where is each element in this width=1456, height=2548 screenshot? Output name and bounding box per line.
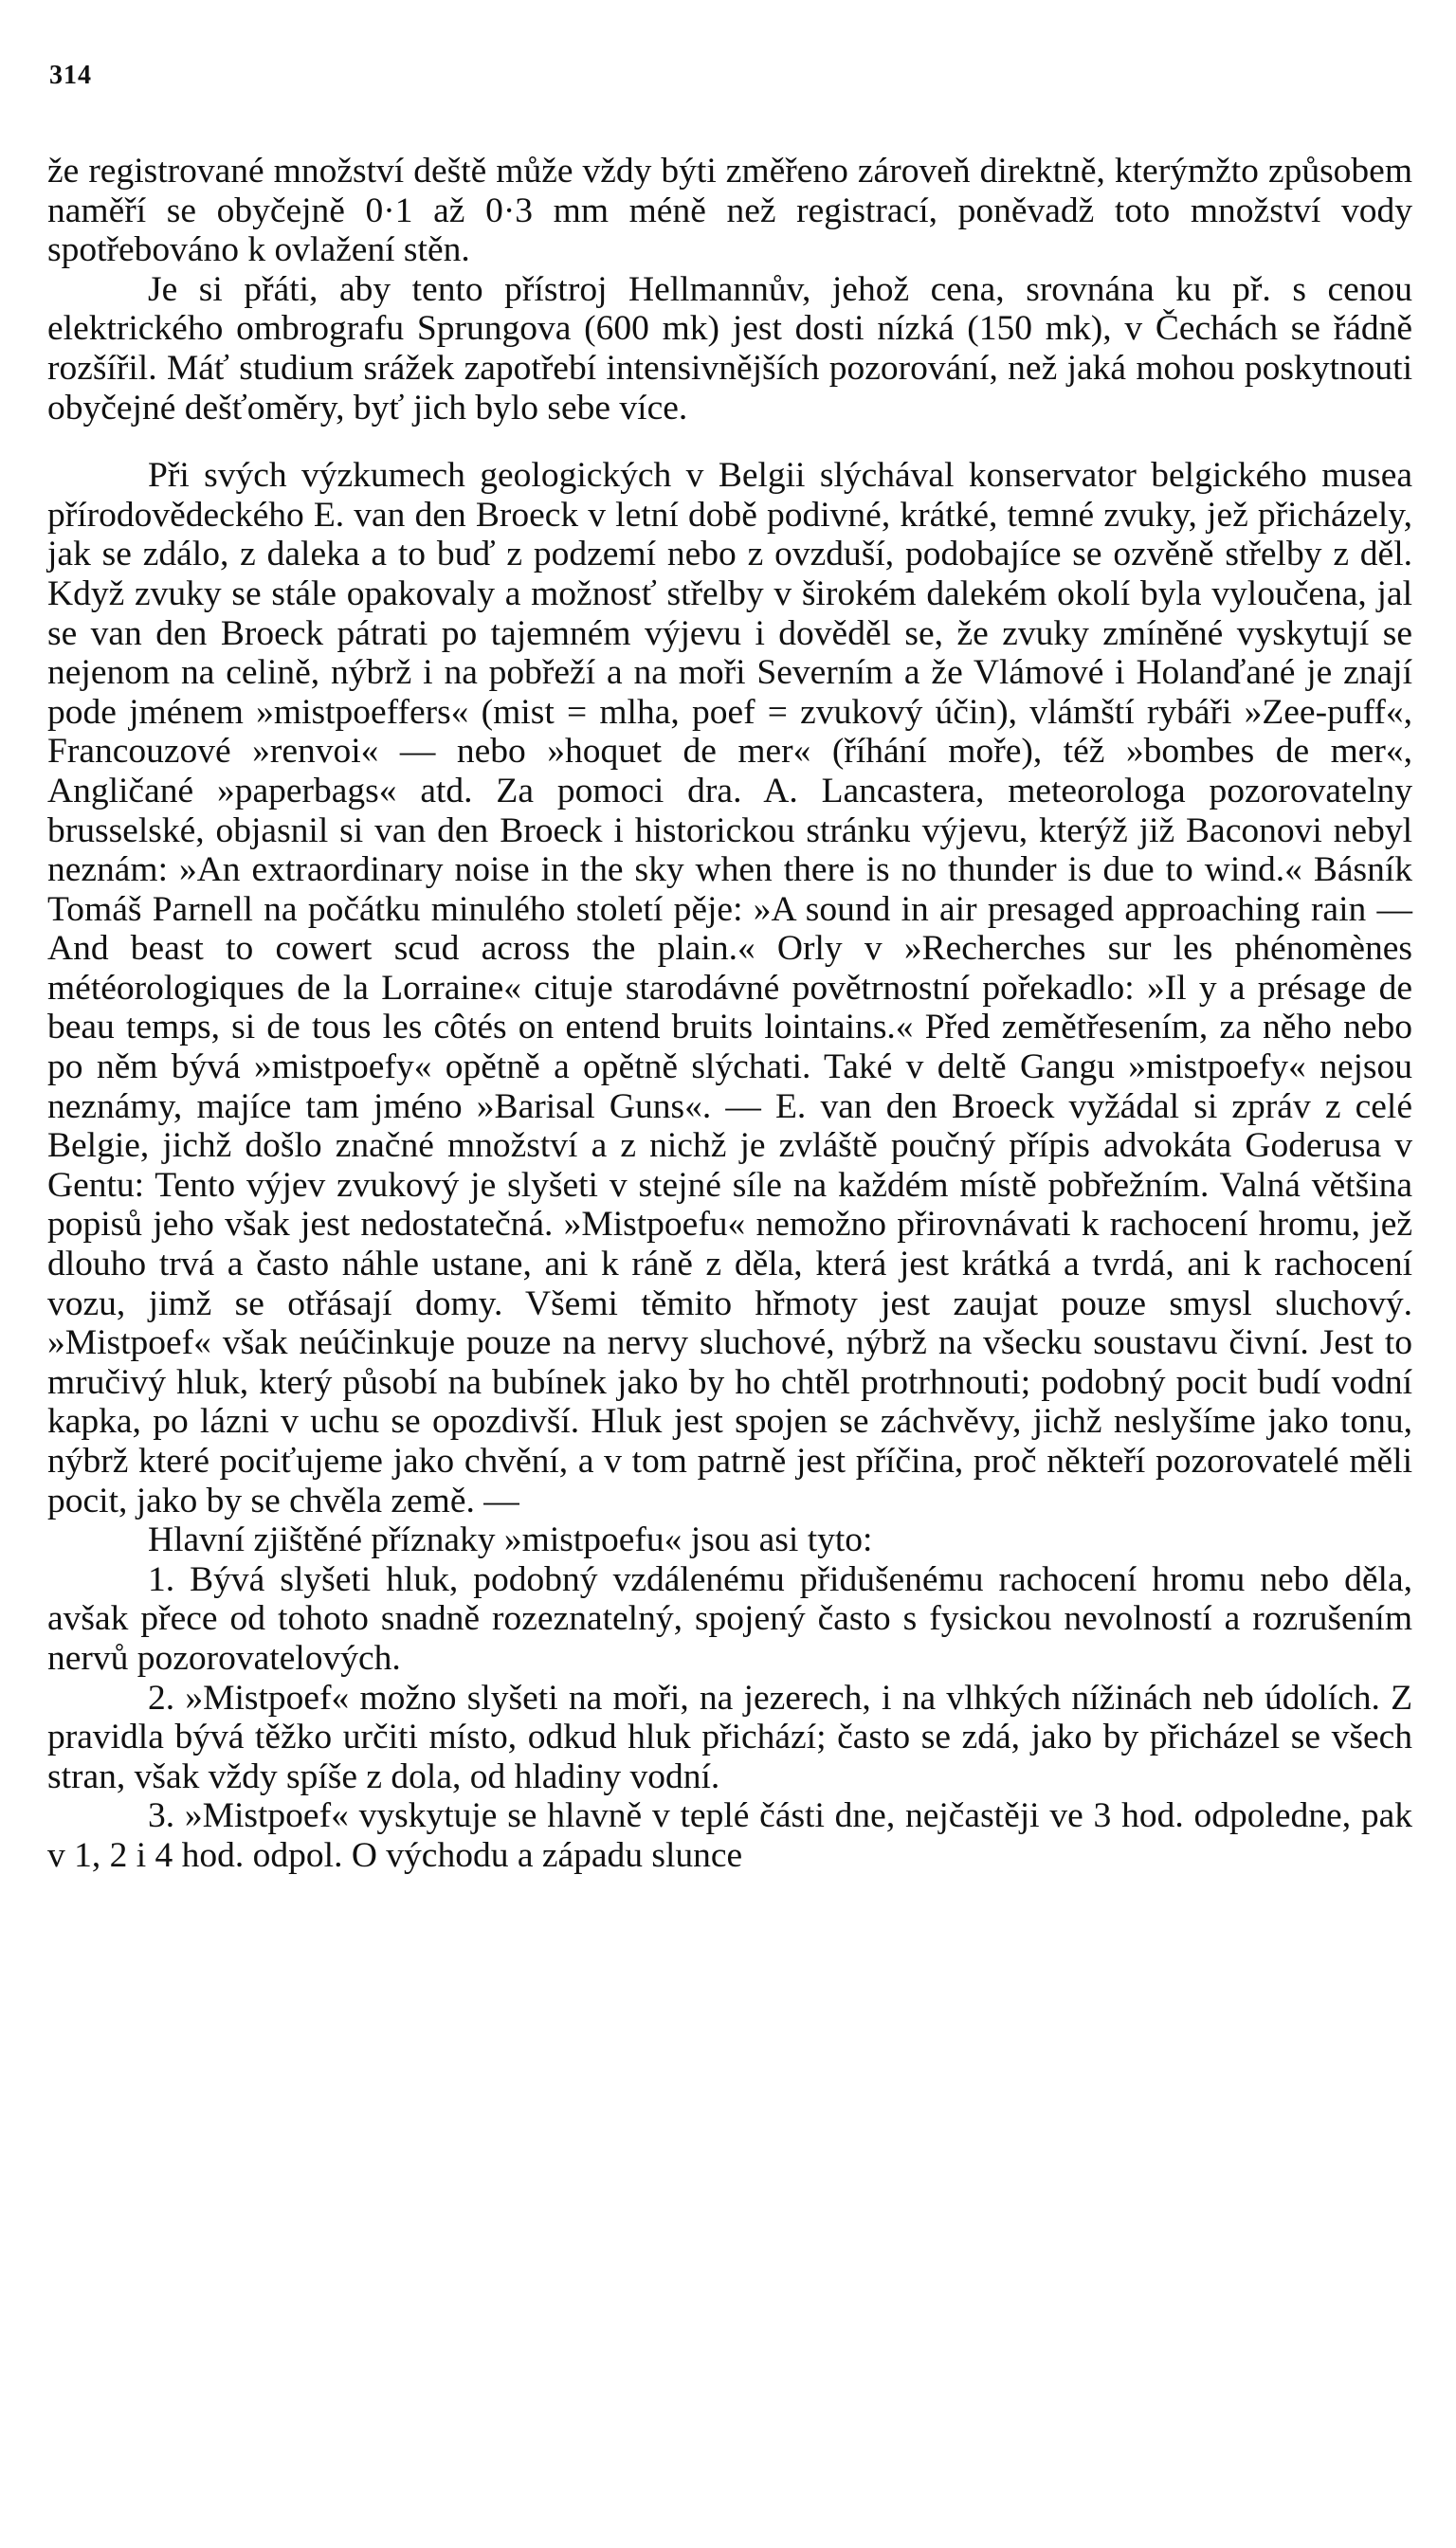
list-item-1: 1. Bývá slyšeti hluk, podobný vzdálenému přidušenému rachocení hromu nebo děla, avšak přece od tohoto snadně rozeznatelný, spojený často s fysickou nevolností a rozrušením nervů pozorovatelových.	[47, 1559, 1412, 1678]
paragraph-hellmann: Je si přáti, aby tento přístroj Hellmannův, jehož cena, srovnána ku př. s cenou elektrického ombrografu Sprungova (600 mk) jest dosti nízká (150 mk), v Čechách se řádně rozšířil. Máť studium srážek zapotřebí intensivnějších pozorování, než jaká mohou poskytnouti obyčejné dešťoměry, byť jich bylo sebe více.	[47, 269, 1412, 428]
paragraph-mistpoeffers: Při svých výzkumech geologických v Belgii slýchával konservator belgického musea přírodovědeckého E. van den Broeck v letní době podivné, krátké, temné zvuky, jež přicházely, jak se zdálo, z daleka a to buď z podzemí nebo z ovzduší, podobajíce se ozvěně střelby z děl. Když zvuky se stále opakovaly a možnosť střelby v širokém dalekém okolí byla vyloučena, jal se van den Broeck pátrati po tajemném výjevu i dověděl se, že zvuky zmíněné vyskytují se nejenom na celině, nýbrž i na pobřeží a na moři Severním a že Vlámové i Holanďané je znají pode jménem »mistpoeffers« (mist = mlha, poef = zvukový účin), vlámští rybáři »Zee-puff«, Francouzové »renvoi« — nebo »hoquet de mer« (říhání moře), též »bombes de mer«, Angličané »paperbags« atd. Za pomoci dra. A. Lancastera, meteorologa pozorovatelny brusselské, objasnil si van den Broeck i historickou stránku výjevu, kterýž již Baconovi nebyl neznám: »An extraordinary noise in the sky when there is no thunder is due to wind.« Básník Tomáš Parnell na počátku minulého století pěje: »A sound in air presaged approaching rain — And beast to cowert scud across the plain.« Orly v »Recherches sur les phénomènes météorologiques de la Lorraine« cituje starodávné povětrnostní pořekadlo: »Il y a présage de beau temps, si de tous les côtés on entend bruits lointains.« Před zemětřesením, za něho nebo po něm bývá »mistpoefy« opětně a opětně slýchati. Také v deltě Gangu »mistpoefy« nejsou neznámy, majíce tam jméno »Barisal Guns«. — E. van den Broeck vyžádal si zpráv z celé Belgie, jichž došlo značné množství a z nichž je zvláště poučný přípis advokáta Goderusa v Gentu: Tento výjev zvukový je slyšeti v stejné síle na každém místě pobřežním. Valná většina popisů jeho však jest nedostatečná. »Mistpoefu« nemožno přirovnávati k rachocení hromu, jež dlouho trvá a často náhle ustane, ani k ráně z děla, která jest krátká a tvrdá, ani k rachocení vozu, jimž se otřásají domy. Všemi těmito hřmoty jest zaujat pouze smysl sluchový. »Mistpoef« však neúčinkuje pouze na nervy sluchové, nýbrž na všecku soustavu čivní. Jest to mručivý hluk, který působí na bubínek jako by ho chtěl protrhnouti; podobný pocit budí vodní kapka, po lázni v uchu se opozdivší. Hluk jest spojen se záchvěvy, jichž neslyšíme jako tonu, nýbrž které pociťujeme jako chvění, a v tom patrně jest příčina, proč někteří pozorovatelé měli pocit, jako by se chvěla země. —	[47, 456, 1412, 1520]
paragraph-continuation: že registrované množství deště může vždy býti změřeno zároveň direktně, kterýmžto způsobem naměří se obyčejně 0·1 až 0·3 mm méně než registrací, poněvadž toto množství vody spotřebováno k ovlažení stěn.	[47, 152, 1412, 270]
list-item-3: 3. »Mistpoef« vyskytuje se hlavně v teplé části dne, nejčastěji ve 3 hod. odpoledne, pak v 1, 2 i 4 hod. odpol. O východu a západu slunce	[47, 1796, 1412, 1875]
paragraph-symptoms-intro: Hlavní zjištěné příznaky »mistpoefu« jsou asi tyto:	[148, 1520, 873, 1560]
page-number: 314	[49, 61, 92, 90]
page-text	[47, 152, 1412, 1876]
list-item-2: 2. »Mistpoef« možno slyšeti na moři, na jezerech, i na vlhkých nížinách neb údolích. Z pravidla bývá těžko určiti místo, odkud hluk přichází; často se zdá, jako by přicházel se všech stran, však vždy spíše z dola, od hladiny vodní.	[47, 1678, 1412, 1796]
